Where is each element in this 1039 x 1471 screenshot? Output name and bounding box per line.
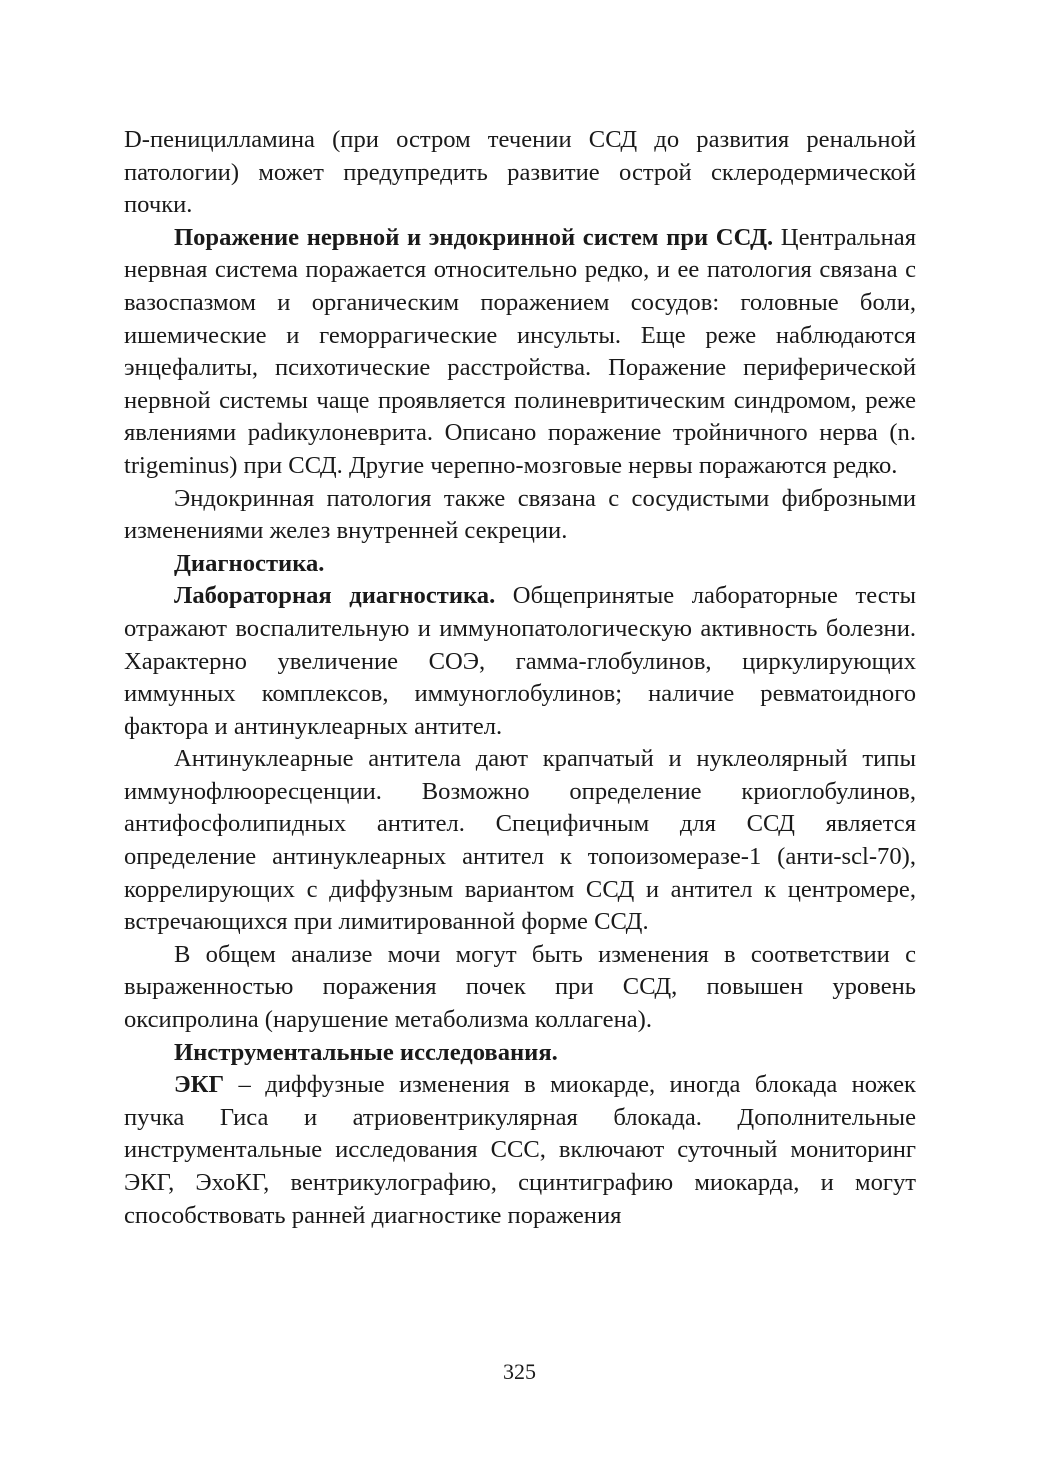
paragraph-lab-diagnostics (124, 580, 916, 743)
paragraph-urinalysis (124, 939, 916, 1037)
section-heading-lab-diagnostics: Лабораторная диагностика. (174, 582, 496, 610)
paragraph-text-nervous-endocrine: Центральная нервная система поражается относительно редко, и ее патология связана с вазоспазмом и органическим поражением сосудов: головные боли, ишемические и геморрагические инсульты. Еще реже наблюдаются энцефалиты, психотические расстройства. Поражение периферической нервной системы чаще проявляется полиневритическим синдромом, реже явлениями раdикулоневрита. Описано поражение тройничного нерва (n. trigeminus) при ССД. Другие черепно-мозговые нервы поражаются редко. (124, 223, 917, 479)
paragraph-text-urinalysis: В общем анализе мочи могут быть изменения в соответствии с выраженностью поражения почек при ССД, повышен уровень оксипролина (нарушение метаболизма коллагена). (124, 940, 916, 1034)
section-heading-instrumental: Инструментальные исследования. (174, 1038, 558, 1066)
paragraph-text-lab-diagnostics: Общепринятые лабораторные тесты отражают воспалительную и иммунопатологическую активность болезни. Характерно увеличение СОЭ, гамма-глобулинов, циркулирующих иммунных комплексов, иммуноглобулинов; наличие ревматоидного фактора и антинуклеарных антител. (124, 582, 916, 740)
paragraph-1 (124, 124, 916, 222)
paragraph-endocrine (124, 483, 916, 548)
paragraph-ecg (124, 1069, 916, 1232)
section-heading-nervous-endocrine: Поражение нервной и эндокринной систем при ССД. (174, 223, 774, 251)
page-number: 325 (503, 1359, 536, 1384)
page-body (124, 124, 916, 1232)
paragraph-1-text: D-пеницилламина (при остром течении ССД до развития ренальной патологии) может предупредить развитие острой склеродермической почки. (124, 126, 916, 219)
paragraph-text-endocrine: Эндокринная патология также связана с сосудистыми фиброзными изменениями желез внутренней секреции. (124, 484, 916, 545)
heading-instrumental (124, 1037, 916, 1070)
paragraph-nervous-endocrine (124, 222, 916, 483)
paragraph-text-ecg: – диффузные изменения в миокарде, иногда блокада ножек пучка Гиса и атриовентрикулярная блокада. Дополнительные инструментальные исследования ССС, включают суточный мониторинг ЭКГ, ЭхоКГ, вентрикулографию, сцинтиграфию миокарда, и могут способствовать ранней диагностике поражения (124, 1071, 916, 1229)
paragraph-antinuclear (124, 743, 916, 939)
section-heading-ecg: ЭКГ (174, 1071, 225, 1099)
paragraph-text-antinuclear: Антинуклеарные антитела дают крапчатый и нуклеолярный типы иммунофлюоресценции. Возможно определение криоглобулинов, антифосфолипидных антител. Специфичным для ССД является определение антинуклеарных антител к топоизомеразе-1 (анти-scl-70), коррелирующих с диффузным вариантом ССД и антител к центромере, встречающихся при лимитированной форме ССД. (124, 745, 916, 936)
heading-diagnostics (124, 548, 916, 581)
section-heading-diagnostics: Диагностика. (174, 549, 325, 577)
